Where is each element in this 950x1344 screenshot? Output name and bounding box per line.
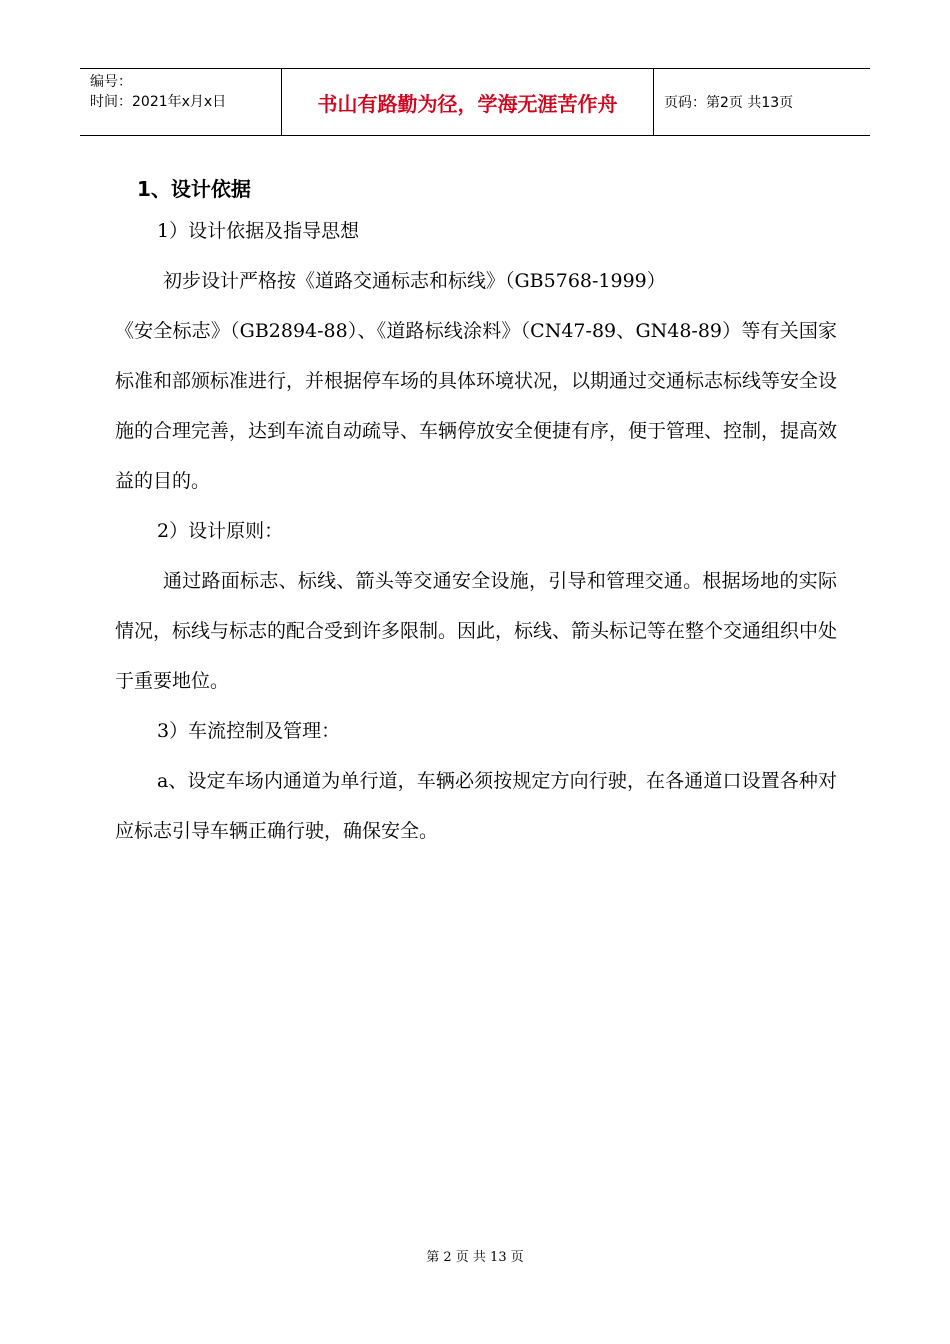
subsection-heading: 1）设计依据及指导思想 (157, 220, 360, 242)
header-motto: 书山有路勤为径，学海无涯苦作舟 (282, 69, 654, 135)
paragraph: 通过路面标志、标线、箭头等交通安全设施，引导和管理交通。根据场地的实际情况，标线与标志的配合受到许多限制。因此，标线、箭头标记等在整个交通组织中处于重要地位。 (115, 570, 838, 692)
header-meta (80, 69, 282, 135)
document-number-label: 编号： (90, 74, 132, 90)
document-body (115, 160, 837, 856)
paragraph: 初步设计严格按《道路交通标志和标线》（GB5768-1999） (163, 270, 666, 292)
paragraph: a、设定车场内通道为单行道，车辆必须按规定方向行驶，在各通道口设置各种对应标志引导车辆正确行驶，确保安全。 (115, 770, 837, 842)
document-time-label: 时间：2021年x月x日 (90, 94, 227, 110)
subsection-heading: 2）设计原则： (157, 520, 284, 542)
header-page-info: 页码：第2页 共13页 (664, 95, 794, 111)
page-footer: 第 2 页 共 13 页 (426, 1250, 524, 1265)
subsection-heading: 3）车流控制及管理： (157, 720, 341, 742)
document-header (80, 68, 870, 136)
section-title: 1、设计依据 (137, 177, 251, 201)
paragraph: 《安全标志》（GB2894-88）、《道路标线涂料》（CN47-89、GN48-89）等有关国家标准和部颁标准进行，并根据停车场的具体环境状况，以期通过交通标志标线等安全设施的合理完善，达到车流自动疏导、车辆停放安全便捷有序，便于管理、控制，提高效益的目的。 (115, 320, 838, 492)
